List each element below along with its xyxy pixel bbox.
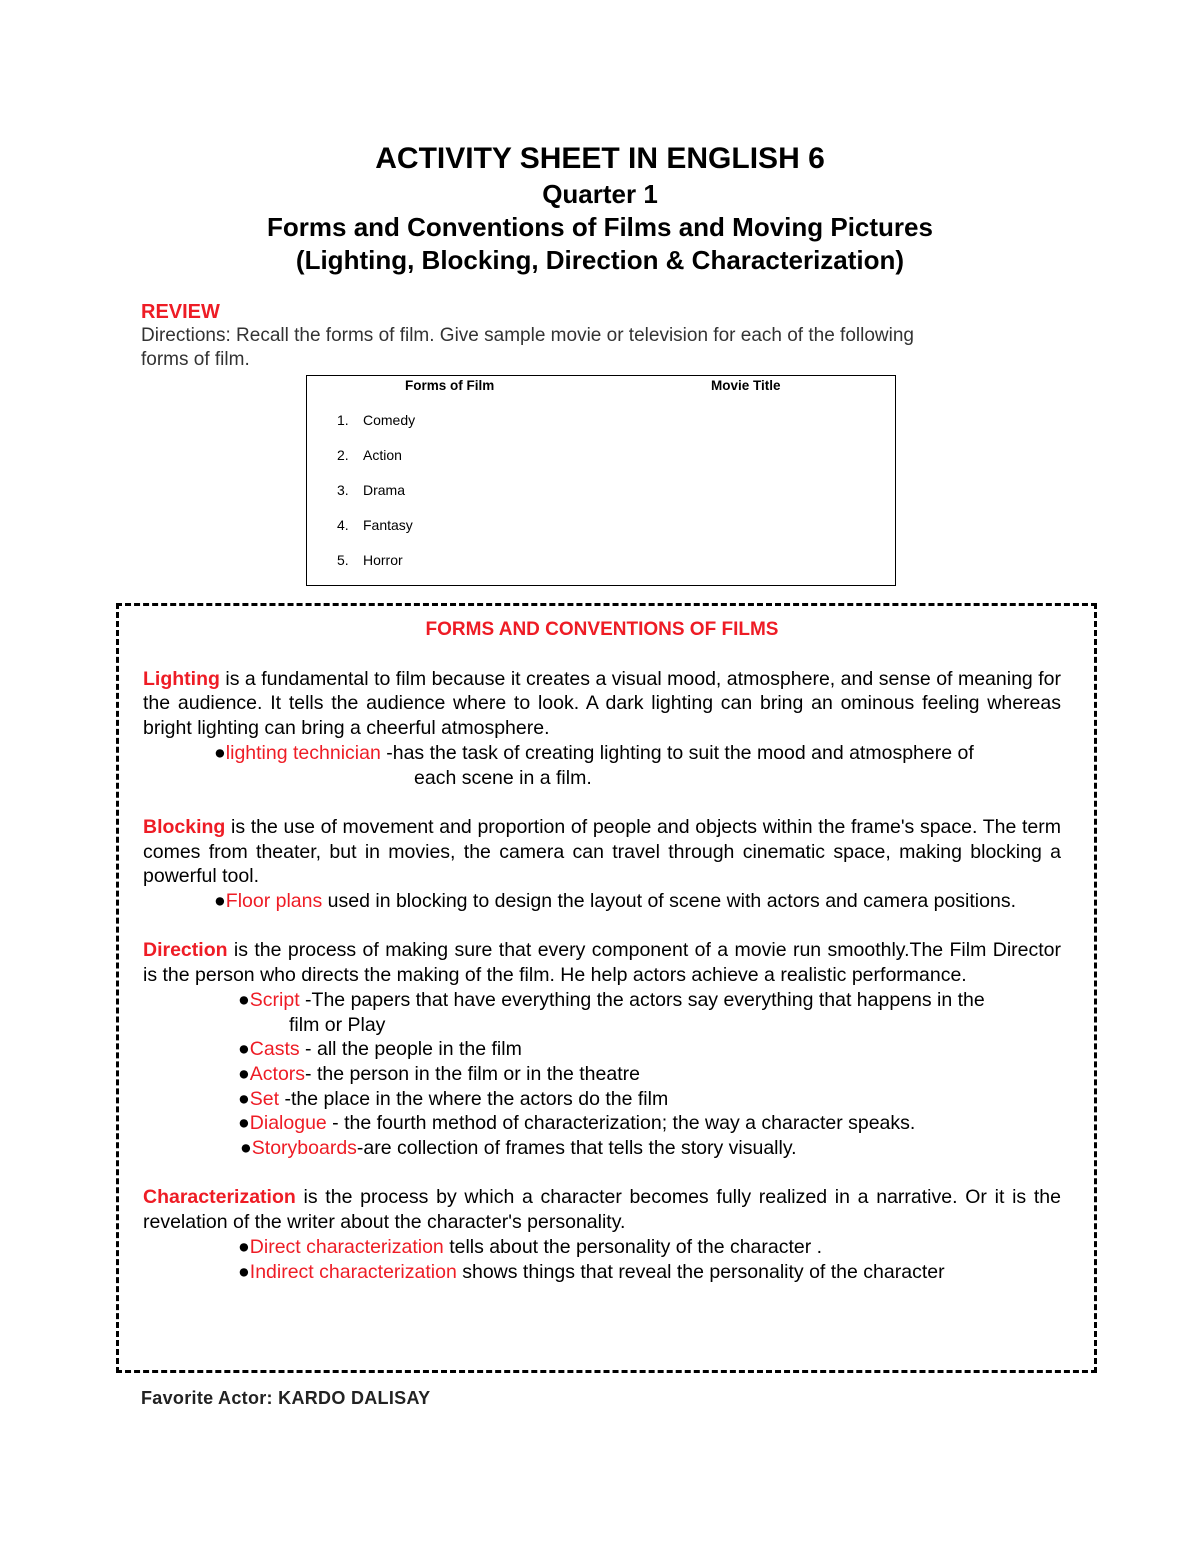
bullet-term: Script [249,988,300,1011]
direction-paragraph [143,938,1061,987]
bullet-term: Dialogue [249,1112,327,1135]
direction-term: Direction [143,939,228,962]
lighting-term: Lighting [143,667,220,690]
script-bullet-cont: film or Play [289,1013,386,1036]
bullet-icon: ● [214,890,226,913]
blocking-text: is the use of movement and proportion of people and objects within the frame's space. The term comes from theater, but in movies, the camera can travel through cinematic space, making blocking a powerful tool. [143,815,1061,888]
box-title: FORMS AND CONVENTIONS OF FILMS [425,619,779,640]
row-number: 2. [337,447,349,463]
bullet-text: - the person in the film or in the theatre [305,1062,640,1085]
row-number: 3. [337,482,349,498]
bullet-text: - the fourth method of characterization; the way a character speaks. [326,1112,916,1135]
blocking-term: Blocking [143,815,226,838]
form-name: Action [363,447,402,463]
lighting-paragraph [143,667,1061,741]
bullet-icon: ● [238,1112,250,1135]
bullet-term: Indirect characterization [249,1260,457,1283]
review-heading: REVIEW [141,301,220,323]
bullet-text: -are collection of frames that tells the story visually. [356,1137,797,1160]
table-row [337,517,413,533]
storyboards-bullet [143,1136,1061,1161]
dialogue-bullet [143,1111,1061,1136]
row-number: 1. [337,412,349,428]
row-number: 5. [337,552,349,568]
bullet-text: shows things that reveal the personality of the character [456,1260,945,1283]
bullet-term: Floor plans [225,890,323,913]
title-block [0,140,1200,277]
review-directions-line1: Directions: Recall the forms of film. Give sample movie or television for each of the following [141,325,914,346]
column-header-forms: Forms of Film [405,378,495,393]
set-bullet [143,1087,1061,1112]
review-section [141,300,1031,372]
characterization-text: is the process by which a character becomes fully realized in a narrative. Or it is the revelation of the writer about the character's personality. [143,1186,1061,1234]
characterization-term: Characterization [143,1186,296,1209]
form-name: Comedy [363,412,416,428]
lighting-technician-bullet [143,741,1061,766]
form-name: Horror [363,552,403,568]
bullet-term: Storyboards [251,1137,357,1160]
favorite-actor-line: Favorite Actor: KARDO DALISAY [141,1388,431,1408]
bullet-term: lighting technician [225,741,381,764]
bullet-icon: ● [240,1137,252,1160]
bullet-text: tells about the personality of the character . [443,1235,823,1258]
bullet-term: Actors [249,1062,306,1085]
table-row [337,412,415,428]
bullet-text: used in blocking to design the layout of scene with actors and camera positions. [322,890,1016,913]
bullet-icon: ● [238,1260,250,1283]
row-number: 4. [337,517,349,533]
bullet-term: Direct characterization [249,1235,444,1258]
bullet-icon: ● [238,1087,250,1110]
subtitle-topics: (Lighting, Blocking, Direction & Characterization) [295,245,905,275]
characterization-paragraph [143,1185,1061,1234]
form-name: Drama [363,482,406,498]
bullet-icon: ● [238,1062,250,1085]
quarter-label: Quarter 1 [542,179,658,209]
direct-characterization-bullet [143,1235,1061,1260]
bullet-text: - all the people in the film [299,1038,522,1061]
bullet-icon: ● [238,988,250,1011]
casts-bullet [143,1037,1061,1062]
forms-of-film-table [306,375,896,586]
bullet-icon: ● [214,741,226,764]
lighting-technician-bullet-cont: each scene in a film. [414,766,592,789]
floor-plans-bullet [143,889,1061,914]
direction-text: is the process of making sure that every component of a movie run smoothly.The Film Director is the person who directs the making of the film. He help actors achieve a realistic performance. [143,939,1061,987]
bullet-term: Set [249,1087,280,1110]
page-title: ACTIVITY SHEET IN ENGLISH 6 [375,142,825,175]
actors-bullet [143,1062,1061,1087]
bullet-text: -The papers that have everything the actors say everything that happens in the [299,988,985,1011]
indirect-characterization-bullet [143,1260,1061,1285]
bullet-term: Casts [249,1038,300,1061]
subtitle: Forms and Conventions of Films and Moving Pictures [267,212,933,242]
form-name: Fantasy [363,517,413,533]
bullet-icon: ● [238,1038,250,1061]
bullet-icon: ● [238,1235,250,1258]
column-header-movie-title: Movie Title [711,378,781,393]
blocking-paragraph [143,815,1061,889]
table-row [337,552,403,568]
lighting-text: is a fundamental to film because it creates a visual mood, atmosphere, and sense of meaning for the audience. It tells the audience where to look. A dark lighting can bring an ominous feeling whereas bright lighting can bring a cheerful atmosphere. [143,667,1061,740]
script-bullet [143,988,1061,1013]
bullet-text: -has the task of creating lighting to suit the mood and atmosphere of [380,741,974,764]
box-content [143,618,1061,1284]
table-row [337,447,402,463]
review-directions-line2: forms of film. [141,349,250,370]
bullet-text: -the place in the where the actors do the film [279,1087,669,1110]
table-row [337,482,405,498]
forms-conventions-box [116,603,1097,1373]
